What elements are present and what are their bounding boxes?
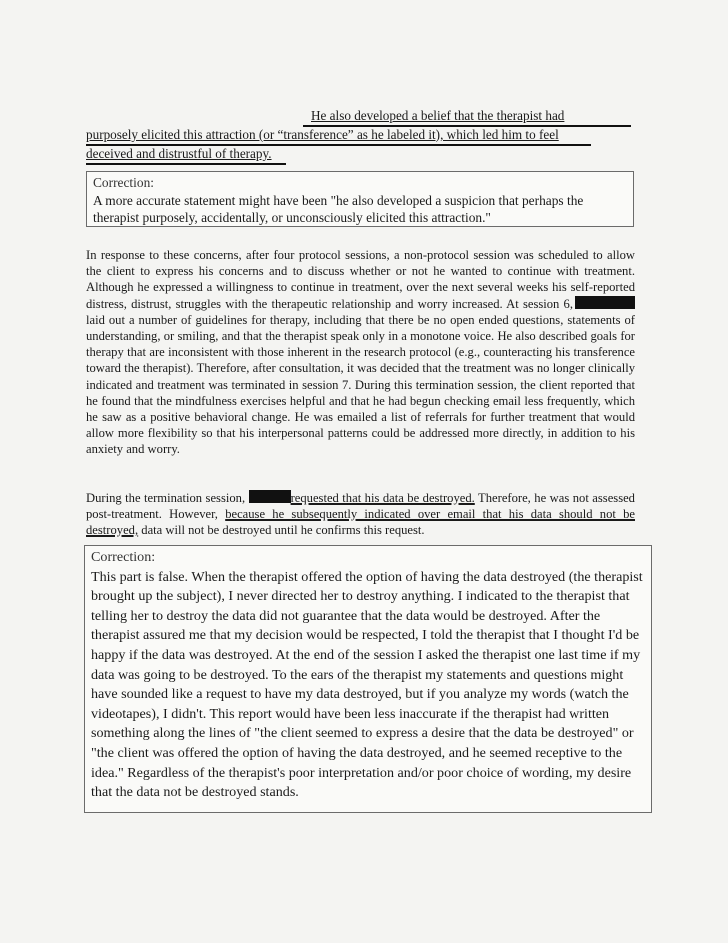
underlined-text: requested that his data be destroyed. (290, 491, 475, 505)
redacted-name (575, 296, 635, 309)
correction-box-1 (86, 171, 634, 227)
correction-text: A more accurate statement might have been "he also developed a suspicion that perhaps the therapist purposely, accidentally, or unconsciously elicited this attraction." (93, 192, 584, 225)
correction-text: This part is false. When the therapist offered the option of having the data destroyed (the therapist brought up the subject), I never directed her to destroy anything. I indicated to the therapist that telling her to destroy the data did not guarantee that the data would be destroyed. After the therapist assured me that my decision would be respected, I told the therapist that I thought I'd be happy if the data was destroyed. At the end of the session I asked the therapist one last time if my data was going to be destroyed. To the ears of the therapist my statements and questions might have sounded like a request to have my data destroyed, but if you analyze my words (watch the videotapes), I didn't. This report would have been less inaccurate if the therapist had written something along the lines of "the client seemed to express a desire that the data be destroyed" or "the client was offered the option of having the data destroyed, and he seemed receptive to the idea." Regardless of the therapist's poor interpretation and/or poor choice of wording, my desire that the data not be destroyed stands. (91, 568, 643, 801)
underline-mark-2 (86, 144, 591, 146)
statement-line-1: He also developed a belief that the therapist had (311, 108, 565, 123)
report-paragraph-1 (86, 247, 635, 458)
statement-line-3: deceived and distrustful of therapy. (86, 146, 272, 161)
report-paragraph-2 (86, 490, 635, 539)
paragraph-text: During the termination session, (86, 491, 246, 505)
correction-box-2 (84, 545, 652, 813)
underline-mark-3 (86, 163, 286, 165)
correction-label: Correction: (93, 175, 154, 190)
paragraph-text: laid out a number of guidelines for therapy, including that there be no open ended questions, statements of understanding, or smiling, and that the therapist speak only in a monotone voice. He also described goals for therapy that are inconsistent with those inherent in the research protocol (e.g., counteracting his transference toward the therapist). Therefore, after consultation, it was decided that the treatment was no longer clinically indicated and treatment was terminated in session 7. During this termination session, the client reported that he found that the mindfulness exercises helpful and that he had begun checking email less frequently, which he saw as a positive behavioral change. He was emailed a list of referrals for further treatment that would allow more flexibility so that his interpersonal patterns could be addressed more directly, in addition to his anxiety and worry. (86, 312, 635, 457)
underline-mark-1 (303, 125, 631, 127)
correction-label: Correction: (91, 549, 156, 565)
paragraph-text: Therefore, he was not assessed post-treatment. However, (86, 491, 635, 522)
redacted-name (249, 490, 291, 503)
underlined-text: because he subsequently indicated over email that his data should not be destroyed, (86, 507, 635, 538)
disputed-statement (86, 106, 631, 163)
paragraph-text: data will not be destroyed until he confirms this request. (141, 523, 425, 538)
paragraph-text: In response to these concerns, after four protocol sessions, a non-protocol session was scheduled to allow the client to express his concerns and to discuss whether or not he wanted to continue with treatment. Although he expressed a willingness to continue in treatment, over the next several weeks his self-reported distress, distrust, struggles with the therapeutic relationship and worry increased. At session 6, (86, 248, 635, 311)
statement-line-2: purposely elicited this attraction (or “transference” as he labeled it), which led him to feel (86, 127, 559, 142)
